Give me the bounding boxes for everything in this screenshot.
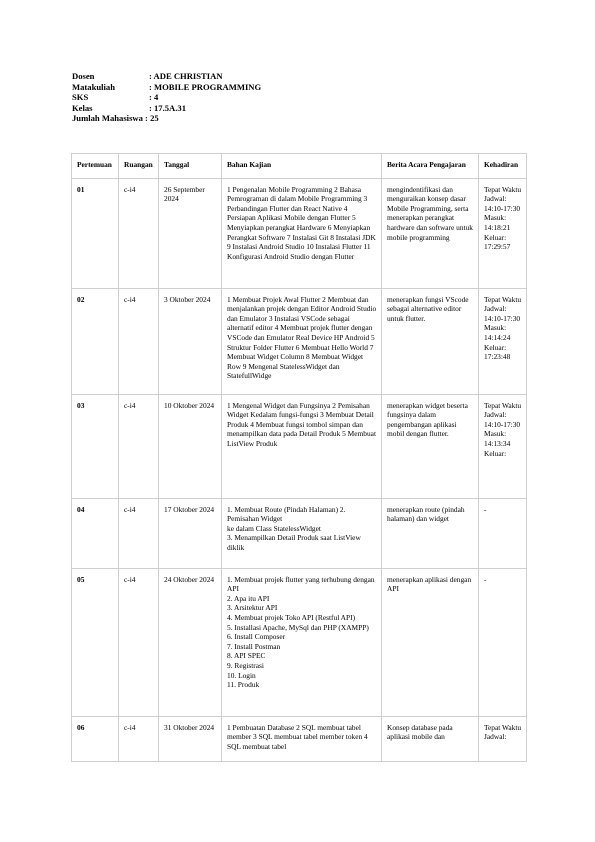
cell-ruangan: c-i4 <box>119 568 159 716</box>
cell-bahan-kajian: 1. Membuat Route (Pindah Halaman) 2. Pemisahan Widget ke dalam Class StatelessWidget 3. Menampilkan Detail Produk saat ListView diklik <box>222 498 382 568</box>
cell-tanggal: 26 September 2024 <box>159 178 222 288</box>
cell-berita-acara: menerapkan aplikasi dengan API <box>382 568 479 716</box>
kelas-value: : 17.5A.31 <box>149 102 186 113</box>
cell-berita-acara: menerapkan fungsi VScode sebagai alternative editor untuk flutter. <box>382 288 479 394</box>
cell-bahan-kajian: 1 Mengenal Widget dan Fungsinya 2 Pemisahan Widget Kedalam fungsi-fungsi 3 Membuat Detail Produk 4 Membuat fungsi tombol simpan dan menampilkan data pada Detail Produk 5 Membuat ListView Produk <box>222 394 382 498</box>
header-bahan-kajian: Bahan Kajian <box>222 154 382 179</box>
cell-ruangan: c-i4 <box>119 288 159 394</box>
cell-bahan-kajian: 1. Membuat projek flutter yang terhubung dengan API 2. Apa itu API 3. Arsitektur API 4. Membuat projek Toko API (Restful API) 5. Installasi Apache, MySql dan PHP (XAMPP) 6. Install Composer 7. Install Postman 8. API SPEC 9. Registrasi 10. Login 11. Produk <box>222 568 382 716</box>
matakuliah-label: Matakuliah <box>72 81 115 92</box>
table-row <box>72 498 527 568</box>
info-row-dosen <box>72 71 261 82</box>
cell-kehadiran: Tepat Waktu Jadwal: 14:10-17:30 Masuk: 14:13:34 Keluar: <box>479 394 527 498</box>
course-info <box>72 71 261 124</box>
table-header-row <box>72 154 527 179</box>
table-row <box>72 178 527 288</box>
cell-ruangan: c-i4 <box>119 716 159 761</box>
cell-kehadiran: - <box>479 568 527 716</box>
header-kehadiran: Kehadiran <box>479 154 527 179</box>
cell-kehadiran: Tepat Waktu Jadwal: 14:10-17:30 Masuk: 14:18:21 Keluar: 17:29:57 <box>479 178 527 288</box>
info-row-jumlah <box>72 113 261 124</box>
info-row-kelas <box>72 103 261 114</box>
cell-kehadiran: Tepat Waktu Jadwal: 14:10-17:30 Masuk: 14:14:24 Keluar: 17:23:48 <box>479 288 527 394</box>
cell-ruangan: c-i4 <box>119 498 159 568</box>
cell-kehadiran: - <box>479 498 527 568</box>
cell-tanggal: 17 Oktober 2024 <box>159 498 222 568</box>
cell-pertemuan: 06 <box>72 716 119 761</box>
cell-ruangan: c-i4 <box>119 394 159 498</box>
cell-berita-acara: menerapkan route (pindah halaman) dan widget <box>382 498 479 568</box>
table-row <box>72 568 527 716</box>
cell-pertemuan: 02 <box>72 288 119 394</box>
dosen-value: : ADE CHRISTIAN <box>149 71 223 81</box>
cell-tanggal: 3 Oktober 2024 <box>159 288 222 394</box>
kelas-label: Kelas <box>72 102 93 113</box>
header-pertemuan: Pertemuan <box>72 154 119 179</box>
dosen-label: Dosen <box>72 71 95 81</box>
header-ruangan: Ruangan <box>119 154 159 179</box>
cell-bahan-kajian: 1 Pengenalan Mobile Programming 2 Bahasa Pemrograman di dalam Mobile Programming 3 Perbandingan Flutter dan React Native 4 Persiapan Aplikasi Mobile dengan Flutter 5 Menyiapkan perangkat Hardware 6 Menyiapkan Perangkat Software 7 Instalasi Git 8 Instalasi JDK 9 Instalasi Android Studio 10 Instalasi Flutter 11 Konfigurasi Android Studio dengan Flutter <box>222 178 382 288</box>
cell-tanggal: 24 Oktober 2024 <box>159 568 222 716</box>
cell-pertemuan: 03 <box>72 394 119 498</box>
cell-tanggal: 10 Oktober 2024 <box>159 394 222 498</box>
attendance-table <box>71 153 527 762</box>
cell-pertemuan: 01 <box>72 178 119 288</box>
cell-bahan-kajian: 1 Pembuatan Database 2 SQL membuat tabel member 3 SQL membuat tabel member token 4 SQL membuat tabel <box>222 716 382 761</box>
table-row <box>72 716 527 761</box>
jumlah-mahasiswa: Jumlah Mahasiswa : 25 <box>72 113 159 124</box>
table-row <box>72 394 527 498</box>
sks-label: SKS <box>72 92 89 103</box>
header-tanggal: Tanggal <box>159 154 222 179</box>
cell-kehadiran: Tepat Waktu Jadwal: <box>479 716 527 761</box>
table-row <box>72 288 527 394</box>
cell-berita-acara: mengindentifikasi dan menguraikan konsep dasar Mobile Programming, serta menerapkan perangkat hardware dan software untuk mobile programming <box>382 178 479 288</box>
cell-berita-acara: Konsep database pada aplikasi mobile dan <box>382 716 479 761</box>
cell-pertemuan: 05 <box>72 568 119 716</box>
info-row-matakuliah <box>72 82 261 93</box>
header-berita-acara: Berita Acara Pengajaran <box>382 154 479 179</box>
cell-bahan-kajian: 1 Membuat Projek Awal Flutter 2 Membuat dan menjalankan projek dengan Editor Android Studio dan Emulator 3 Instalasi VSCode sebagai alternatif editor 4 Membuat projek flutter dengan VSCode dan Emulator Real Device HP Android 5 Struktur Folder Flutter 6 Membuat Hello World 7 Membuat Widget Column 8 Membuat Widget Row 9 Mengenal StatelessWidget dan StatefullWidge <box>222 288 382 394</box>
sks-value: : 4 <box>149 92 159 103</box>
cell-tanggal: 31 Oktober 2024 <box>159 716 222 761</box>
cell-ruangan: c-i4 <box>119 178 159 288</box>
cell-berita-acara: menerapkan widget beserta fungsinya dalam pengembangan aplikasi mobil dengan flutter. <box>382 394 479 498</box>
info-row-sks <box>72 92 261 103</box>
matakuliah-value: : MOBILE PROGRAMMING <box>149 81 262 92</box>
cell-pertemuan: 04 <box>72 498 119 568</box>
